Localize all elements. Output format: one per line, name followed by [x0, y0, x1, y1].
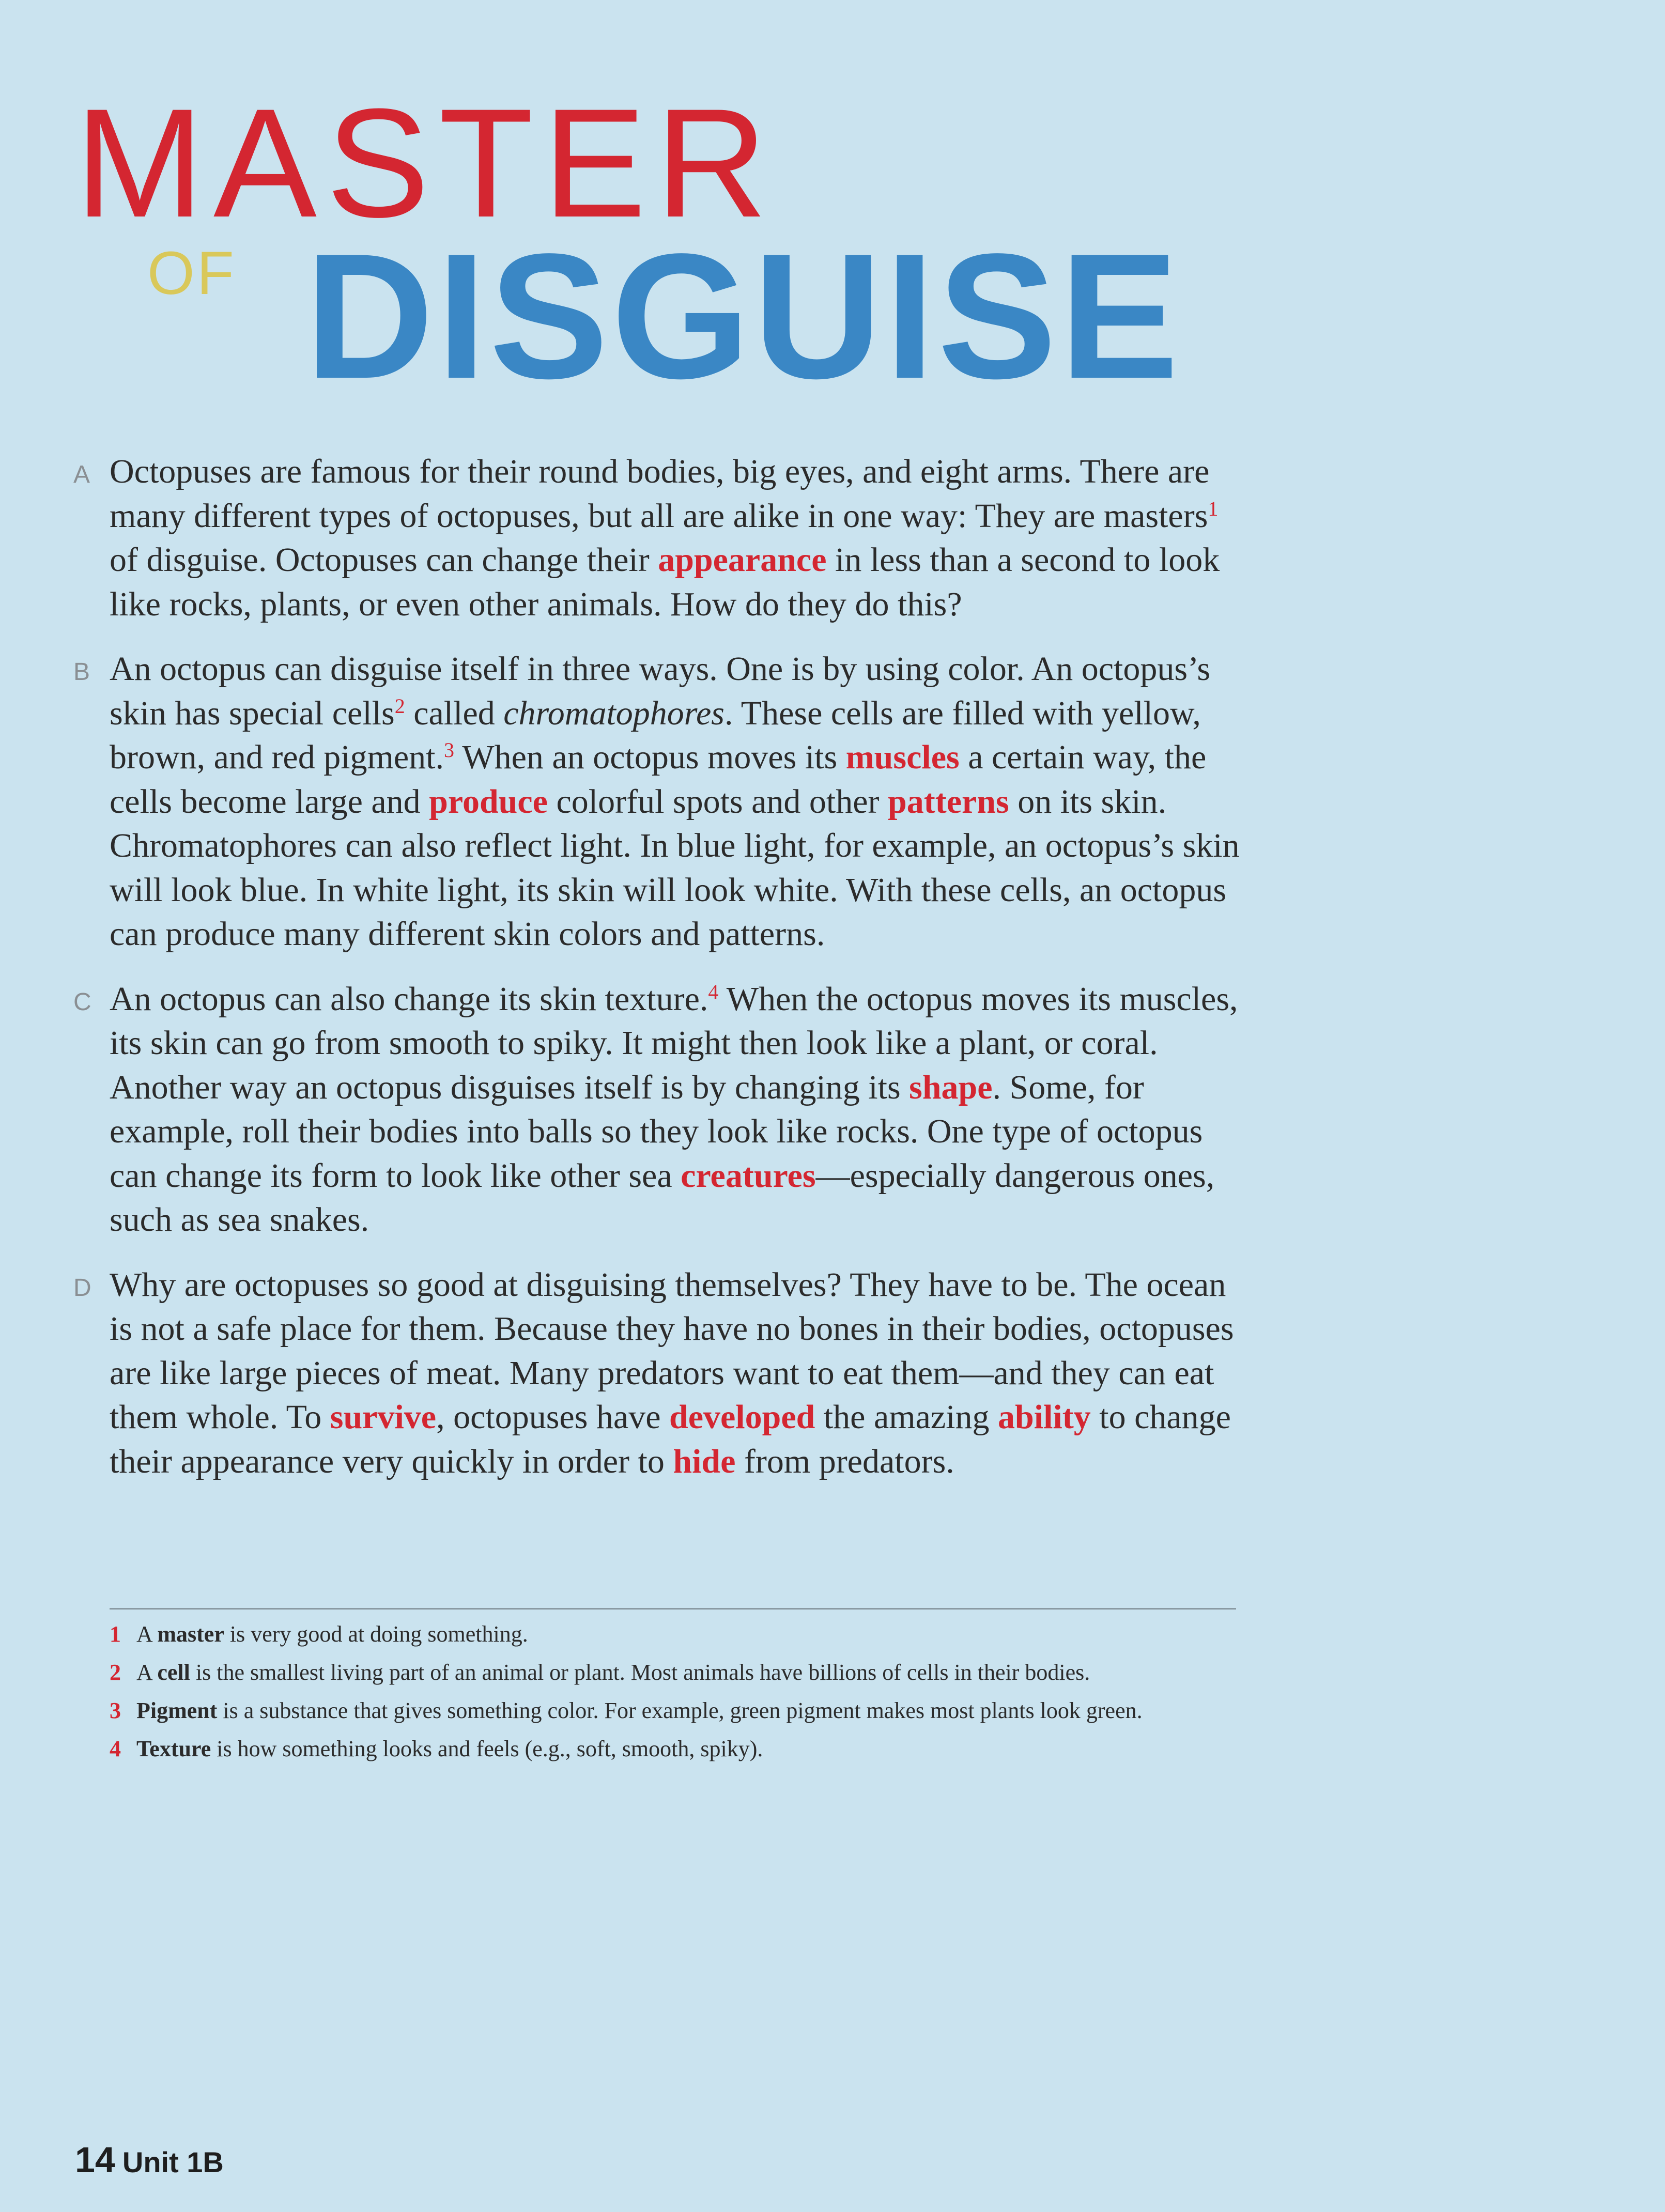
- paragraph-text: colorful spots and other: [547, 782, 888, 821]
- page-footer: [75, 2139, 224, 2180]
- paragraph-b: [73, 647, 1246, 956]
- paragraph-letter: A: [73, 461, 90, 488]
- vocab-word-hide: hide: [673, 1442, 736, 1480]
- title-of: OF: [147, 239, 236, 307]
- footnote-item: [110, 1735, 1221, 1764]
- footnote-number: 1: [110, 1621, 121, 1647]
- footnotes: [110, 1620, 1221, 1773]
- paragraph-text: When an octopus moves its: [454, 738, 846, 776]
- paragraph-c: [73, 977, 1246, 1242]
- paragraph-text: Octopuses are famous for their round bodies, big eyes, and eight arms. There are many different types of octopuses, but all are alike in one way: They are masters: [110, 453, 1210, 535]
- footnote-term: cell: [157, 1660, 190, 1685]
- page-number: 14: [75, 2140, 115, 2180]
- article-body: [73, 450, 1246, 1504]
- paragraph-text: a certain way, the cells become large and: [110, 738, 1207, 821]
- footnote-ref: 1: [1208, 497, 1219, 520]
- vocab-word-muscles: muscles: [845, 738, 960, 776]
- vocab-word-ability: ability: [998, 1398, 1091, 1436]
- paragraph-text: An octopus can also change its skin texture.: [110, 980, 708, 1018]
- paragraph-text: —especially dangerous ones, such as sea snakes.: [110, 1156, 1215, 1239]
- footnote-text: is very good at doing something.: [224, 1621, 528, 1647]
- footnote-term: master: [157, 1621, 224, 1647]
- paragraph-text: in less than a second to look like rocks, plants, or even other animals. How do they do this?: [110, 541, 1220, 623]
- footnote-item: [110, 1696, 1221, 1725]
- paragraph-letter: B: [73, 658, 90, 686]
- footnote-number: 2: [110, 1660, 121, 1685]
- footnote-ref: 4: [708, 980, 719, 1003]
- paragraph-text: , octopuses have: [436, 1398, 669, 1436]
- vocab-word-produce: produce: [429, 782, 548, 821]
- paragraph-letter: C: [73, 988, 91, 1016]
- unit-label: Unit 1B: [122, 2146, 224, 2178]
- footnote-pre: A: [136, 1660, 158, 1685]
- footnote-text: is how something looks and feels (e.g., soft, smooth, spiky).: [211, 1736, 763, 1761]
- paragraph-text: of disguise. Octopuses can change their: [110, 541, 658, 579]
- title-master: MASTER: [75, 76, 777, 250]
- paragraph-text: called: [405, 694, 504, 732]
- paragraph-text: from predators.: [735, 1442, 954, 1480]
- vocab-word-survive: survive: [330, 1398, 437, 1436]
- footnote-pre: A: [136, 1621, 158, 1647]
- paragraph-text: on its skin. Chromatophores can also reflect light. In blue light, for example, an octopus’s skin will look blue. In white light, its skin will look white. With these cells, an octopus can produce many different skin colors and patterns.: [110, 782, 1240, 953]
- footnote-term: Pigment: [136, 1698, 218, 1723]
- footnote-ref: 3: [444, 738, 455, 762]
- title-disguise: DISGUISE: [305, 217, 1182, 416]
- footnote-divider: [110, 1608, 1236, 1610]
- paragraph-a: [73, 450, 1246, 626]
- vocab-word-creatures: creatures: [681, 1156, 816, 1195]
- footnote-term: Texture: [136, 1736, 211, 1761]
- footnote-text: is a substance that gives something color. For example, green pigment makes most plants look green.: [217, 1698, 1143, 1723]
- footnote-number: 4: [110, 1736, 121, 1761]
- paragraph-letter: D: [73, 1274, 91, 1302]
- paragraph-text: Why are octopuses so good at disguising themselves? They have to be. The ocean is not a safe place for them. Because they have no bones in their bodies, octopuses are like large pieces of meat. Many predators want to eat them—and they can eat them whole. To: [110, 1265, 1234, 1436]
- footnote-text: is the smallest living part of an animal or plant. Most animals have billions of cells in their bodies.: [190, 1660, 1090, 1685]
- paragraph-text: An octopus can disguise itself in three ways. One is by using color. An octopus’s skin has special cells: [110, 650, 1211, 732]
- footnote-ref: 2: [394, 694, 405, 718]
- term-chromatophores: chromatophores: [503, 694, 724, 732]
- vocab-word-shape: shape: [909, 1068, 993, 1106]
- footnote-item: [110, 1658, 1221, 1687]
- vocab-word-patterns: patterns: [888, 782, 1009, 821]
- paragraph-text: to change their appearance very quickly in order to: [110, 1398, 1231, 1480]
- paragraph-text: . Some, for example, roll their bodies into balls so they look like rocks. One type of octopus can change its form to look like other sea: [110, 1068, 1203, 1195]
- paragraph-d: [73, 1263, 1246, 1484]
- paragraph-text: When the octopus moves its muscles, its skin can go from smooth to spiky. It might then look like a plant, or coral. Another way an octopus disguises itself is by changing its: [110, 980, 1238, 1106]
- vocab-word-appearance: appearance: [658, 541, 827, 579]
- footnote-number: 3: [110, 1698, 121, 1723]
- paragraph-text: . These cells are filled with yellow, brown, and red pigment.: [110, 694, 1201, 776]
- footnote-item: [110, 1620, 1221, 1649]
- paragraph-text: the amazing: [815, 1398, 998, 1436]
- vocab-word-developed: developed: [669, 1398, 815, 1436]
